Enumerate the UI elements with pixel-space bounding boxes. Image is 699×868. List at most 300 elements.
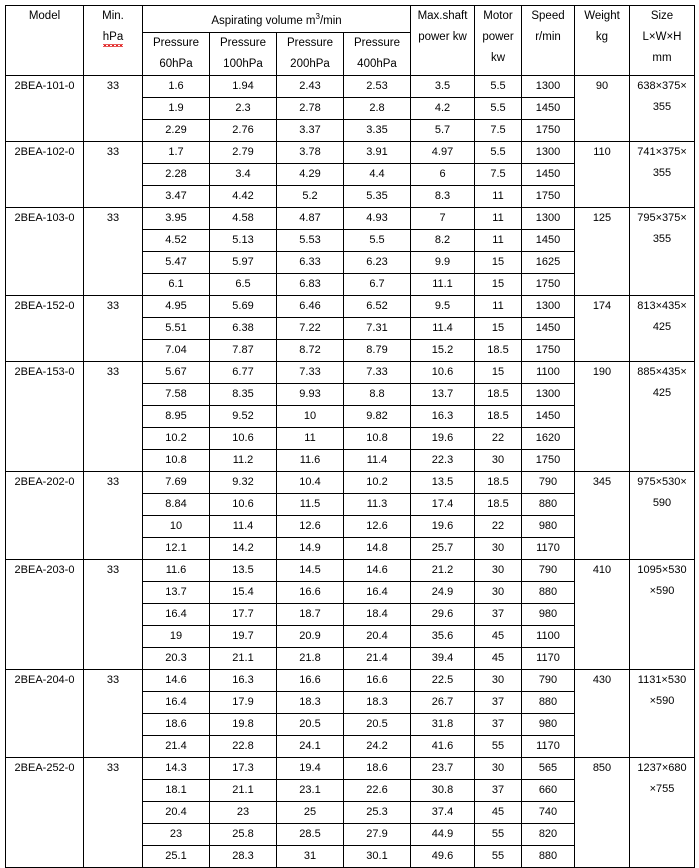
cell-p400: 3.35 xyxy=(344,119,411,141)
cell-model-value: 2BEA-102-0 xyxy=(14,145,75,158)
cell-p100: 16.3 xyxy=(210,669,277,691)
cell-p200: 10 xyxy=(277,405,344,427)
aspirating-tail: /min xyxy=(319,14,342,27)
cell-min-hpa-value: 33 xyxy=(106,211,120,224)
cell-p400: 14.6 xyxy=(344,559,411,581)
cell-motor: 15 xyxy=(475,273,522,295)
cell-min-hpa xyxy=(84,295,143,361)
cell-p400: 5.5 xyxy=(344,229,411,251)
cell-model-value: 2BEA-203-0 xyxy=(14,563,75,576)
cell-shaft: 41.6 xyxy=(411,735,475,757)
cell-p400: 22.6 xyxy=(344,779,411,801)
cell-shaft: 44.9 xyxy=(411,823,475,845)
cell-shaft: 17.4 xyxy=(411,493,475,515)
cell-speed: 880 xyxy=(522,845,575,867)
pressure-label: Pressure xyxy=(152,36,200,49)
cell-shaft: 10.6 xyxy=(411,361,475,383)
cell-p60: 7.69 xyxy=(143,471,210,493)
cell-motor: 11 xyxy=(475,229,522,251)
cell-model xyxy=(6,295,84,361)
cell-p400: 11.3 xyxy=(344,493,411,515)
cell-model xyxy=(6,669,84,757)
cell-motor: 11 xyxy=(475,185,522,207)
cell-motor: 18.5 xyxy=(475,383,522,405)
cell-motor: 11 xyxy=(475,207,522,229)
cell-weight xyxy=(575,361,630,471)
pressure-value: 200hPa xyxy=(290,57,330,70)
size-line2: L×W×H xyxy=(642,31,682,43)
weight-line2: kg xyxy=(595,31,609,43)
cell-model-value: 2BEA-103-0 xyxy=(14,211,75,224)
cell-speed: 1450 xyxy=(522,97,575,119)
column-header-pressure-100 xyxy=(210,32,277,75)
cell-shaft: 4.97 xyxy=(411,141,475,163)
cell-shaft: 23.7 xyxy=(411,757,475,779)
cell-p100: 6.5 xyxy=(210,273,277,295)
cell-p100: 25.8 xyxy=(210,823,277,845)
table-header xyxy=(6,6,695,76)
spellcheck-squiggle: hPa xyxy=(103,27,123,48)
cell-min-hpa-value: 33 xyxy=(106,563,120,576)
cell-p200: 11.5 xyxy=(277,493,344,515)
cell-motor: 30 xyxy=(475,537,522,559)
cell-weight-value: 110 xyxy=(593,145,611,158)
column-header-motor-power xyxy=(475,6,522,76)
cell-p400: 24.2 xyxy=(344,735,411,757)
cell-speed: 790 xyxy=(522,471,575,493)
cell-p60: 25.1 xyxy=(143,845,210,867)
cell-size-line2: 355 xyxy=(652,100,672,113)
cell-motor: 5.5 xyxy=(475,141,522,163)
table-row xyxy=(6,361,695,383)
cell-shaft: 7 xyxy=(411,207,475,229)
cell-shaft: 21.2 xyxy=(411,559,475,581)
cell-size-line2: 425 xyxy=(652,386,672,399)
cell-weight xyxy=(575,295,630,361)
cell-weight-value: 125 xyxy=(592,211,612,224)
cell-speed: 790 xyxy=(522,559,575,581)
cell-motor: 45 xyxy=(475,647,522,669)
cell-size xyxy=(630,207,695,295)
cell-p60: 2.29 xyxy=(143,119,210,141)
column-header-pressure-400 xyxy=(344,32,411,75)
cell-size-line1: 1237×680 xyxy=(637,761,687,774)
cell-speed: 740 xyxy=(522,801,575,823)
cell-p400: 4.93 xyxy=(344,207,411,229)
cell-model xyxy=(6,471,84,559)
cell-shaft: 25.7 xyxy=(411,537,475,559)
cell-model xyxy=(6,75,84,141)
cell-min-hpa xyxy=(84,669,143,757)
cell-p100: 2.79 xyxy=(210,141,277,163)
cell-speed: 1750 xyxy=(522,273,575,295)
cell-weight xyxy=(575,141,630,207)
cell-p60: 18.1 xyxy=(143,779,210,801)
cell-weight-value: 850 xyxy=(592,761,612,774)
cell-p200: 9.93 xyxy=(277,383,344,405)
cell-p200: 2.78 xyxy=(277,97,344,119)
cell-p200: 31 xyxy=(277,845,344,867)
pressure-label: Pressure xyxy=(286,36,334,49)
cell-p400: 9.82 xyxy=(344,405,411,427)
speed-line1: Speed xyxy=(531,10,565,22)
table-body xyxy=(6,75,695,867)
cell-p100: 23 xyxy=(210,801,277,823)
cell-p100: 6.38 xyxy=(210,317,277,339)
cell-speed: 1450 xyxy=(522,405,575,427)
shaft-line1: Max.shaft xyxy=(417,10,468,22)
cell-p200: 7.33 xyxy=(277,361,344,383)
cell-p100: 14.2 xyxy=(210,537,277,559)
cell-p100: 4.42 xyxy=(210,185,277,207)
cell-p100: 7.87 xyxy=(210,339,277,361)
cell-weight-value: 90 xyxy=(595,79,609,92)
table-row xyxy=(6,471,695,493)
cell-speed: 980 xyxy=(522,603,575,625)
cell-size-line2: 355 xyxy=(652,166,672,179)
cell-shaft: 49.6 xyxy=(411,845,475,867)
cell-motor: 22 xyxy=(475,427,522,449)
cell-motor: 5.5 xyxy=(475,75,522,97)
pressure-value: 60hPa xyxy=(159,57,193,70)
cell-speed: 1750 xyxy=(522,185,575,207)
cell-min-hpa xyxy=(84,141,143,207)
cell-shaft: 3.5 xyxy=(411,75,475,97)
cell-p60: 20.3 xyxy=(143,647,210,669)
cell-shaft: 26.7 xyxy=(411,691,475,713)
cell-shaft: 8.3 xyxy=(411,185,475,207)
cell-p400: 16.4 xyxy=(344,581,411,603)
cell-p60: 16.4 xyxy=(143,603,210,625)
cell-size-line1: 741×375× xyxy=(637,145,687,158)
cell-model-value: 2BEA-153-0 xyxy=(14,365,75,378)
min-hpa-line2 xyxy=(84,27,142,48)
cell-p100: 10.6 xyxy=(210,427,277,449)
cell-p400: 20.4 xyxy=(344,625,411,647)
cell-size xyxy=(630,141,695,207)
cell-p60: 3.47 xyxy=(143,185,210,207)
cell-p200: 23.1 xyxy=(277,779,344,801)
cell-p400: 8.8 xyxy=(344,383,411,405)
cell-p100: 1.94 xyxy=(210,75,277,97)
cell-p60: 1.9 xyxy=(143,97,210,119)
cell-p200: 24.1 xyxy=(277,735,344,757)
table-row xyxy=(6,559,695,581)
pressure-label: Pressure xyxy=(219,36,267,49)
cell-size-line2: ×755 xyxy=(649,782,675,795)
cell-motor: 30 xyxy=(475,757,522,779)
cell-speed: 980 xyxy=(522,713,575,735)
cell-motor: 37 xyxy=(475,603,522,625)
pressure-value: 400hPa xyxy=(357,57,397,70)
column-header-speed xyxy=(522,6,575,76)
cell-motor: 15 xyxy=(475,251,522,273)
cell-p100: 21.1 xyxy=(210,647,277,669)
cell-min-hpa-value: 33 xyxy=(106,365,120,378)
cell-speed: 565 xyxy=(522,757,575,779)
cell-motor: 45 xyxy=(475,625,522,647)
cell-motor: 30 xyxy=(475,559,522,581)
cell-p200: 4.87 xyxy=(277,207,344,229)
cell-size xyxy=(630,75,695,141)
cell-p60: 1.7 xyxy=(143,141,210,163)
column-header-max-shaft-power xyxy=(411,6,475,76)
cell-p100: 28.3 xyxy=(210,845,277,867)
cell-p400: 12.6 xyxy=(344,515,411,537)
cell-p200: 7.22 xyxy=(277,317,344,339)
cell-motor: 37 xyxy=(475,779,522,801)
cell-speed: 1750 xyxy=(522,119,575,141)
cell-p200: 16.6 xyxy=(277,581,344,603)
cell-p400: 5.35 xyxy=(344,185,411,207)
cell-p200: 6.83 xyxy=(277,273,344,295)
cell-p100: 5.69 xyxy=(210,295,277,317)
cell-p400: 18.6 xyxy=(344,757,411,779)
cell-p60: 7.58 xyxy=(143,383,210,405)
cell-p200: 18.3 xyxy=(277,691,344,713)
cell-model-value: 2BEA-202-0 xyxy=(14,475,75,488)
cell-min-hpa-value: 33 xyxy=(106,299,120,312)
cell-p60: 7.04 xyxy=(143,339,210,361)
cell-min-hpa xyxy=(84,207,143,295)
column-header-aspirating-volume xyxy=(143,6,411,33)
cell-min-hpa xyxy=(84,559,143,669)
cell-p100: 17.9 xyxy=(210,691,277,713)
cell-p100: 6.77 xyxy=(210,361,277,383)
cell-p100: 10.6 xyxy=(210,493,277,515)
cell-p200: 3.78 xyxy=(277,141,344,163)
cell-min-hpa xyxy=(84,361,143,471)
cell-size-line2: ×590 xyxy=(649,584,675,597)
cell-min-hpa xyxy=(84,75,143,141)
cell-shaft: 4.2 xyxy=(411,97,475,119)
cell-speed: 1300 xyxy=(522,207,575,229)
cell-p100: 2.3 xyxy=(210,97,277,119)
cell-size-line2: ×590 xyxy=(649,694,675,707)
cell-size xyxy=(630,361,695,471)
size-line1: Size xyxy=(650,10,674,22)
cell-speed: 1300 xyxy=(522,75,575,97)
column-header-pressure-60 xyxy=(143,32,210,75)
cell-p400: 4.4 xyxy=(344,163,411,185)
aspirating-text: Aspirating volume m xyxy=(211,14,316,27)
cell-p100: 15.4 xyxy=(210,581,277,603)
cell-p200: 3.37 xyxy=(277,119,344,141)
cell-p400: 11.4 xyxy=(344,449,411,471)
cell-weight-value: 174 xyxy=(592,299,612,312)
cell-weight-value: 345 xyxy=(592,475,612,488)
cell-model-value: 2BEA-252-0 xyxy=(14,761,75,774)
cell-size xyxy=(630,757,695,867)
pressure-label: Pressure xyxy=(353,36,401,49)
cell-p400: 20.5 xyxy=(344,713,411,735)
cell-speed: 1625 xyxy=(522,251,575,273)
cell-shaft: 6 xyxy=(411,163,475,185)
cell-motor: 18.5 xyxy=(475,493,522,515)
cell-p400: 6.52 xyxy=(344,295,411,317)
cell-model-value: 2BEA-101-0 xyxy=(14,79,75,92)
cell-p60: 1.6 xyxy=(143,75,210,97)
cell-p400: 10.2 xyxy=(344,471,411,493)
cell-model xyxy=(6,559,84,669)
cell-p400: 27.9 xyxy=(344,823,411,845)
cell-p60: 5.47 xyxy=(143,251,210,273)
cell-size-line1: 795×375× xyxy=(637,211,687,224)
table-row xyxy=(6,75,695,97)
cell-size-line1: 1095×530 xyxy=(637,563,687,576)
cell-p60: 19 xyxy=(143,625,210,647)
cell-motor: 5.5 xyxy=(475,97,522,119)
pump-specification-table xyxy=(5,5,695,868)
cell-motor: 18.5 xyxy=(475,339,522,361)
cell-motor: 37 xyxy=(475,691,522,713)
cell-min-hpa-value: 33 xyxy=(106,79,120,92)
cell-p400: 18.3 xyxy=(344,691,411,713)
cell-p60: 10.8 xyxy=(143,449,210,471)
cell-p400: 7.33 xyxy=(344,361,411,383)
cell-size xyxy=(630,559,695,669)
cell-shaft: 9.5 xyxy=(411,295,475,317)
cell-motor: 18.5 xyxy=(475,471,522,493)
speed-line2: r/min xyxy=(535,31,561,43)
cell-shaft: 37.4 xyxy=(411,801,475,823)
column-header-min-hpa xyxy=(84,6,143,76)
cell-motor: 37 xyxy=(475,713,522,735)
cell-speed: 1300 xyxy=(522,295,575,317)
cell-p200: 14.9 xyxy=(277,537,344,559)
cell-p100: 13.5 xyxy=(210,559,277,581)
cell-shaft: 11.1 xyxy=(411,273,475,295)
cell-speed: 820 xyxy=(522,823,575,845)
cell-speed: 1450 xyxy=(522,317,575,339)
cell-p400: 7.31 xyxy=(344,317,411,339)
cell-speed: 880 xyxy=(522,493,575,515)
cell-p200: 10.4 xyxy=(277,471,344,493)
cell-size-line2: 355 xyxy=(652,232,672,245)
cell-speed: 1750 xyxy=(522,339,575,361)
cell-size xyxy=(630,471,695,559)
cell-p60: 4.52 xyxy=(143,229,210,251)
cell-p100: 8.35 xyxy=(210,383,277,405)
cell-p400: 8.79 xyxy=(344,339,411,361)
cell-p400: 16.6 xyxy=(344,669,411,691)
cell-model-value: 2BEA-152-0 xyxy=(14,299,75,312)
cell-min-hpa-value: 33 xyxy=(106,475,120,488)
cell-p100: 11.2 xyxy=(210,449,277,471)
cell-speed: 1300 xyxy=(522,383,575,405)
cell-p60: 14.3 xyxy=(143,757,210,779)
cell-speed: 1100 xyxy=(522,361,575,383)
cell-p60: 20.4 xyxy=(143,801,210,823)
column-header-model: Model xyxy=(6,6,84,76)
cell-size-line1: 885×435× xyxy=(637,365,687,378)
motor-line3: kw xyxy=(490,52,506,64)
motor-line1: Motor xyxy=(483,10,513,22)
cell-p60: 10 xyxy=(143,515,210,537)
cell-p200: 2.43 xyxy=(277,75,344,97)
cell-p200: 11 xyxy=(277,427,344,449)
cell-p200: 14.5 xyxy=(277,559,344,581)
cell-p60: 4.95 xyxy=(143,295,210,317)
cell-p400: 10.8 xyxy=(344,427,411,449)
cell-speed: 880 xyxy=(522,691,575,713)
weight-line1: Weight xyxy=(584,10,620,22)
cell-p60: 5.51 xyxy=(143,317,210,339)
cell-p200: 6.46 xyxy=(277,295,344,317)
cell-weight-value: 410 xyxy=(592,563,612,576)
cell-p60: 16.4 xyxy=(143,691,210,713)
cell-p100: 19.7 xyxy=(210,625,277,647)
cell-min-hpa-value: 33 xyxy=(106,761,120,774)
cell-p60: 18.6 xyxy=(143,713,210,735)
cell-weight xyxy=(575,757,630,867)
cell-model xyxy=(6,207,84,295)
cell-p200: 5.2 xyxy=(277,185,344,207)
cell-weight-value: 190 xyxy=(592,365,612,378)
cell-p200: 28.5 xyxy=(277,823,344,845)
cell-speed: 980 xyxy=(522,515,575,537)
cell-speed: 660 xyxy=(522,779,575,801)
cell-p60: 8.95 xyxy=(143,405,210,427)
cell-shaft: 39.4 xyxy=(411,647,475,669)
cell-shaft: 11.4 xyxy=(411,317,475,339)
cell-model xyxy=(6,141,84,207)
cell-speed: 1100 xyxy=(522,625,575,647)
cell-shaft: 13.5 xyxy=(411,471,475,493)
cell-p60: 21.4 xyxy=(143,735,210,757)
cell-weight xyxy=(575,75,630,141)
cell-p100: 17.7 xyxy=(210,603,277,625)
cell-size-line1: 638×375× xyxy=(637,79,687,92)
cell-p400: 2.8 xyxy=(344,97,411,119)
cell-p200: 6.33 xyxy=(277,251,344,273)
cell-speed: 1450 xyxy=(522,229,575,251)
cell-motor: 30 xyxy=(475,581,522,603)
cell-p400: 6.23 xyxy=(344,251,411,273)
cell-shaft: 16.3 xyxy=(411,405,475,427)
cell-p400: 21.4 xyxy=(344,647,411,669)
column-header-pressure-200 xyxy=(277,32,344,75)
cell-weight xyxy=(575,207,630,295)
column-header-weight xyxy=(575,6,630,76)
cell-shaft: 35.6 xyxy=(411,625,475,647)
cell-p200: 19.4 xyxy=(277,757,344,779)
cell-p100: 21.1 xyxy=(210,779,277,801)
cell-model xyxy=(6,757,84,867)
cell-p200: 21.8 xyxy=(277,647,344,669)
cell-shaft: 22.3 xyxy=(411,449,475,471)
cell-shaft: 29.6 xyxy=(411,603,475,625)
cell-p100: 4.58 xyxy=(210,207,277,229)
cell-p200: 12.6 xyxy=(277,515,344,537)
cell-p200: 16.6 xyxy=(277,669,344,691)
cell-motor: 22 xyxy=(475,515,522,537)
cell-speed: 1450 xyxy=(522,163,575,185)
cell-motor: 11 xyxy=(475,295,522,317)
cell-weight xyxy=(575,471,630,559)
cell-p60: 11.6 xyxy=(143,559,210,581)
cell-speed: 1170 xyxy=(522,647,575,669)
cell-p400: 25.3 xyxy=(344,801,411,823)
cell-min-hpa xyxy=(84,757,143,867)
cell-p200: 4.29 xyxy=(277,163,344,185)
cell-size-line1: 1131×530 xyxy=(637,673,687,686)
cell-p60: 13.7 xyxy=(143,581,210,603)
cell-p400: 6.7 xyxy=(344,273,411,295)
cell-p60: 3.95 xyxy=(143,207,210,229)
cell-shaft: 24.9 xyxy=(411,581,475,603)
cell-model-value: 2BEA-204-0 xyxy=(14,673,75,686)
